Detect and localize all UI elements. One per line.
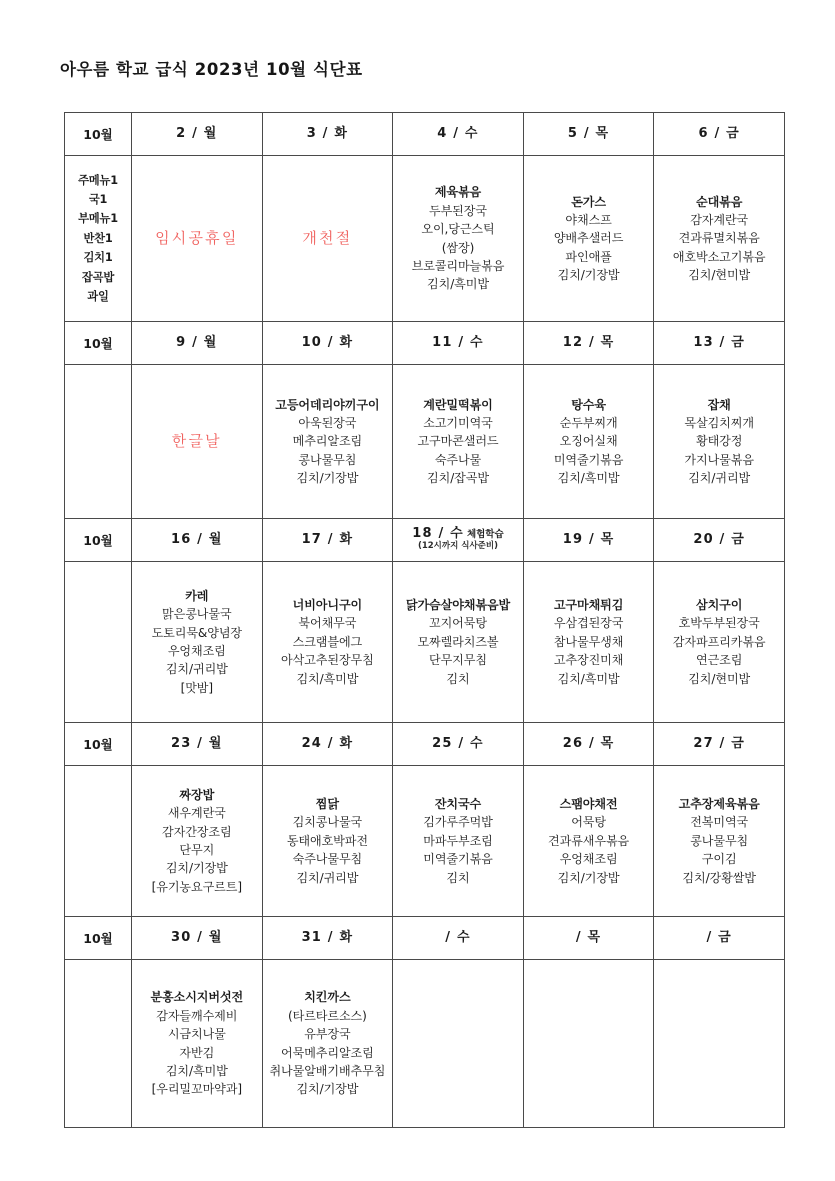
menu-cell: [132, 156, 263, 322]
dish-item: 유부장국: [304, 1027, 351, 1042]
date-header-cell: [523, 519, 654, 562]
legend-item: 반찬1: [83, 231, 113, 245]
main-dish-item: 제육볶음: [434, 185, 482, 200]
dish-item: 구이김: [701, 852, 737, 867]
date-label: 11 / 수: [432, 334, 484, 350]
dish-item: 오이,당근스틱: [421, 222, 495, 237]
dish-item: 숙주나물무침: [292, 852, 363, 867]
empty-menu-cell: [523, 960, 654, 1128]
dish-item: 모짜렐라치즈볼: [417, 634, 499, 649]
menu-cell: [523, 766, 654, 917]
date-header-cell: [262, 519, 393, 562]
date-header-cell: [132, 519, 263, 562]
menu-cell: [654, 156, 785, 322]
empty-menu-cell: [393, 960, 524, 1128]
dish-item: 자반김: [179, 1045, 215, 1060]
week-date-row: [65, 113, 785, 156]
menu-legend-cell: [65, 156, 132, 322]
dish-item: 어묵탕: [571, 815, 606, 830]
date-header-cell: [262, 917, 393, 960]
date-header-cell: [262, 723, 393, 766]
dish-item: 김치/기장밥: [165, 861, 228, 876]
dish-item: 새우계란국: [167, 806, 226, 821]
dish-item: 오징어실채: [559, 434, 618, 449]
date-label: 9 / 월: [176, 334, 218, 350]
week-menu-row: [65, 766, 785, 917]
dish-list: [134, 988, 260, 1098]
legend-item: 잡곡밥: [81, 270, 115, 284]
dish-list: [395, 795, 521, 887]
menu-cell: [132, 766, 263, 917]
menu-legend-cell: [65, 766, 132, 917]
week-date-row: [65, 519, 785, 562]
dish-item: 고구마콘샐러드: [417, 434, 499, 449]
date-header-cell: [654, 723, 785, 766]
date-label: / 수: [445, 929, 471, 945]
dish-item: 어묵메추리알조림: [281, 1045, 374, 1060]
date-label: 19 / 목: [562, 531, 615, 547]
date-note: 체험학습: [466, 528, 504, 540]
menu-cell: [132, 960, 263, 1128]
dish-item: 맑은콩나물국: [162, 607, 232, 622]
dish-item: 김치/강황쌀밥: [682, 870, 756, 885]
date-label: 20 / 금: [693, 531, 745, 547]
main-dish-item: 분홍소시지버섯전: [150, 990, 244, 1005]
menu-cell: [393, 766, 524, 917]
dish-item: 김치/기장밥: [557, 870, 620, 885]
dish-item: 아욱된장국: [298, 415, 357, 430]
empty-menu-cell: [654, 960, 785, 1128]
month-label-cell: 10월: [65, 917, 132, 960]
date-label: 17 / 화: [301, 531, 354, 547]
dish-item: 김치/흑미밥: [557, 671, 620, 686]
date-header-cell: [132, 723, 263, 766]
menu-cell: [393, 365, 524, 519]
main-dish-item: 잡채: [707, 397, 731, 412]
dish-item: 김치/귀리밥: [165, 662, 228, 677]
dish-item: 김가루주먹밥: [423, 815, 493, 830]
main-dish-item: 치킨까스: [304, 990, 351, 1005]
dish-item: 미역줄기볶음: [423, 852, 493, 867]
date-label: 13 / 금: [693, 334, 745, 350]
menu-legend-cell: [65, 960, 132, 1128]
dish-item: [유기농요구르트]: [151, 879, 242, 894]
main-dish-item: 닭가슴살야채볶음밥: [405, 598, 511, 613]
dish-list: [656, 596, 782, 688]
dish-list: [526, 193, 652, 285]
dish-item: 아삭고추된장무침: [281, 653, 374, 668]
date-label: 27 / 금: [693, 735, 745, 751]
date-label: 12 / 목: [562, 334, 615, 350]
date-label: 25 / 수: [432, 735, 484, 751]
main-dish-item: 너비아니구이: [292, 598, 363, 613]
date-label: 26 / 목: [562, 735, 615, 751]
dish-item: (쌈장): [441, 240, 475, 255]
legend-item: 부메뉴1: [78, 212, 118, 226]
dish-item: 스크램블에그: [292, 634, 363, 649]
menu-cell: [262, 156, 393, 322]
date-header-cell: [654, 519, 785, 562]
date-label: / 금: [706, 929, 732, 945]
date-label: 23 / 월: [170, 735, 223, 751]
dish-item: 김치/현미밥: [688, 671, 751, 686]
monthly-menu-table: [64, 112, 785, 1128]
legend-item: 주메뉴1: [78, 173, 118, 187]
dish-list: [265, 596, 391, 688]
legend-item: 국1: [88, 192, 108, 206]
dish-item: 김치/기장밥: [557, 268, 620, 283]
dish-item: 감자파프리카볶음: [672, 634, 766, 649]
dish-item: 김치/기장밥: [296, 1082, 359, 1097]
date-header-cell: [654, 917, 785, 960]
menu-cell: [654, 365, 785, 519]
month-label-cell: 10월: [65, 113, 132, 156]
menu-cell: [262, 960, 393, 1128]
dish-item: 숙주나물: [434, 452, 482, 467]
date-header-cell: [132, 113, 263, 156]
dish-item: 꼬지어묵탕: [429, 616, 487, 631]
date-header-cell: [654, 322, 785, 365]
dish-item: 견과류새우볶음: [548, 833, 630, 848]
dish-item: 소고기미역국: [423, 415, 493, 430]
dish-item: 김치/흑미밥: [557, 471, 620, 486]
menu-cell: [654, 766, 785, 917]
menu-cell: [393, 156, 524, 322]
dish-list: [526, 396, 652, 488]
legend-item: 김치1: [83, 251, 113, 265]
dish-item: 마파두부조림: [423, 833, 493, 848]
date-header-cell: [654, 113, 785, 156]
dish-item: 두부된장국: [429, 203, 487, 218]
dish-item: 김치/흑미밥: [296, 671, 359, 686]
month-label-cell: 10월: [65, 723, 132, 766]
dish-item: 김치/잡곡밥: [427, 471, 489, 486]
main-dish-item: 돈가스: [571, 194, 606, 209]
legend-list: [67, 171, 129, 307]
week-menu-row: [65, 960, 785, 1128]
dish-item: 감자계란국: [690, 212, 749, 227]
date-label: 4 / 수: [437, 125, 479, 141]
date-header-cell: [262, 113, 393, 156]
dish-item: 목살김치찌개: [684, 415, 754, 430]
dish-item: 김치/귀리밥: [688, 471, 751, 486]
dish-item: 애호박소고기볶음: [672, 249, 766, 264]
date-label: 6 / 금: [698, 125, 740, 141]
date-label: 30 / 월: [170, 929, 223, 945]
main-dish-item: 스팸야채전: [559, 797, 618, 812]
dish-item: 도토리묵&양념장: [151, 625, 242, 640]
main-dish-item: 계란밀떡볶이: [423, 397, 493, 412]
main-dish-item: 고추장제육볶음: [678, 797, 760, 812]
dish-item: 동태애호박파전: [286, 833, 368, 848]
main-dish-item: 찜닭: [315, 797, 339, 812]
date-label: 24 / 화: [301, 735, 354, 751]
main-dish-item: 카레: [185, 588, 209, 603]
holiday-label: 개천절: [302, 229, 353, 248]
dish-item: 감자간장조림: [162, 824, 232, 839]
dish-item: 순두부찌개: [559, 415, 618, 430]
page-title: 아우름 학교 급식 2023년 10월 식단표: [60, 60, 363, 79]
dish-item: 메추리알조림: [292, 434, 363, 449]
date-label: 31 / 화: [301, 929, 354, 945]
dish-item: 브로콜리마늘볶음: [411, 258, 505, 273]
dish-item: 김치: [446, 870, 470, 885]
date-header-cell: [393, 113, 524, 156]
menu-cell: [262, 365, 393, 519]
date-label: 18 / 수 체험학습: [412, 525, 504, 541]
date-header-cell: [132, 322, 263, 365]
date-header-cell: [132, 917, 263, 960]
date-label: / 목: [575, 929, 602, 945]
date-label: 2 / 월: [176, 125, 218, 141]
dish-list: [656, 396, 782, 488]
main-dish-item: 고등어데리야끼구이: [275, 397, 380, 412]
date-header-cell: [262, 322, 393, 365]
main-dish-item: 짜장밥: [179, 787, 215, 802]
date-label: 10 / 화: [301, 334, 354, 350]
menu-cell: [523, 156, 654, 322]
menu-cell: [393, 562, 524, 723]
menu-legend-cell: [65, 562, 132, 723]
dish-item: 김치/흑미밥: [165, 1063, 228, 1078]
dish-item: 김치/현미밥: [688, 268, 751, 283]
dish-item: 양배추샐러드: [553, 231, 624, 246]
dish-list: [134, 587, 260, 697]
dish-item: 파인애플: [565, 249, 612, 264]
dish-item: 북어채무국: [298, 616, 357, 631]
dish-item: 취나물알배기배추무침: [269, 1063, 386, 1078]
dish-item: 참나물무생채: [553, 634, 624, 649]
menu-cell: [262, 766, 393, 917]
week-date-row: [65, 723, 785, 766]
date-header-cell: [523, 723, 654, 766]
dish-item: 시금치나물: [167, 1027, 226, 1042]
dish-item: 콩나물무침: [298, 452, 357, 467]
dish-list: [526, 596, 652, 688]
dish-item: 가지나물볶음: [684, 452, 754, 467]
week-menu-row: [65, 562, 785, 723]
main-dish-item: 순대볶음: [696, 194, 743, 209]
main-dish-item: 삼치구이: [696, 598, 743, 613]
menu-cell: [654, 562, 785, 723]
dish-list: [656, 193, 782, 285]
dish-list: [265, 988, 391, 1098]
date-label: 3 / 화: [306, 125, 349, 141]
dish-item: 김치/흑미밥: [427, 277, 489, 292]
week-date-row: [65, 322, 785, 365]
legend-item: 과일: [87, 290, 109, 304]
dish-item: (타르타르소스): [288, 1008, 367, 1023]
dish-list: [395, 396, 521, 488]
date-header-cell: [393, 519, 524, 562]
date-header-cell: [393, 917, 524, 960]
date-header-cell: [523, 917, 654, 960]
dish-item: 감자들깨수제비: [156, 1008, 238, 1023]
holiday-label: 한글날: [171, 432, 222, 451]
week-menu-row: [65, 156, 785, 322]
dish-item: 김치/귀리밥: [296, 870, 359, 885]
date-header-cell: [523, 322, 654, 365]
menu-cell: [523, 562, 654, 723]
main-dish-item: 고구마채튀김: [553, 598, 624, 613]
dish-item: 단무지무침: [429, 653, 487, 668]
dish-list: [265, 396, 391, 488]
date-header-cell: [393, 322, 524, 365]
date-header-cell: [523, 113, 654, 156]
menu-cell: [132, 562, 263, 723]
dish-item: 황태강정: [696, 434, 743, 449]
dish-list: [526, 795, 652, 887]
dish-list: [134, 786, 260, 896]
dish-item: 연근조림: [696, 653, 743, 668]
menu-cell: [523, 365, 654, 519]
dish-item: [우리밀꼬마약과]: [151, 1082, 242, 1097]
date-subnote: (12시까지 식사준비): [417, 541, 498, 552]
date-label: 16 / 월: [170, 531, 223, 547]
week-date-row: [65, 917, 785, 960]
dish-item: 우엉채조림: [559, 852, 618, 867]
dish-list: [395, 596, 521, 688]
dish-item: 전복미역국: [690, 815, 749, 830]
date-header-cell: [393, 723, 524, 766]
menu-cell: [262, 562, 393, 723]
week-menu-row: [65, 365, 785, 519]
dish-item: 야채스프: [565, 212, 612, 227]
dish-item: 견과류멸치볶음: [678, 231, 760, 246]
dish-item: 고추장진미채: [553, 653, 624, 668]
dish-item: 김치콩나물국: [292, 815, 363, 830]
dish-item: 단무지: [179, 843, 215, 857]
main-dish-item: 잔치국수: [434, 797, 482, 812]
dish-list: [265, 795, 391, 887]
menu-cell: [132, 365, 263, 519]
month-label-cell: 10월: [65, 519, 132, 562]
dish-item: 김치/기장밥: [296, 471, 359, 486]
month-label-cell: 10월: [65, 322, 132, 365]
date-label: 5 / 목: [567, 125, 610, 141]
dish-item: 콩나물무침: [690, 833, 749, 848]
dish-item: 우엉채조림: [167, 644, 226, 658]
dish-item: [맛밤]: [180, 680, 213, 695]
dish-item: 우삼겹된장국: [553, 616, 624, 631]
dish-item: 미역줄기볶음: [553, 452, 624, 467]
main-dish-item: 탕수육: [571, 397, 606, 412]
dish-list: [395, 183, 521, 293]
holiday-label: 임시공휴일: [155, 229, 239, 248]
menu-legend-cell: [65, 365, 132, 519]
dish-item: 김치: [446, 671, 470, 686]
dish-item: 호박두부된장국: [678, 616, 760, 631]
dish-list: [656, 795, 782, 887]
